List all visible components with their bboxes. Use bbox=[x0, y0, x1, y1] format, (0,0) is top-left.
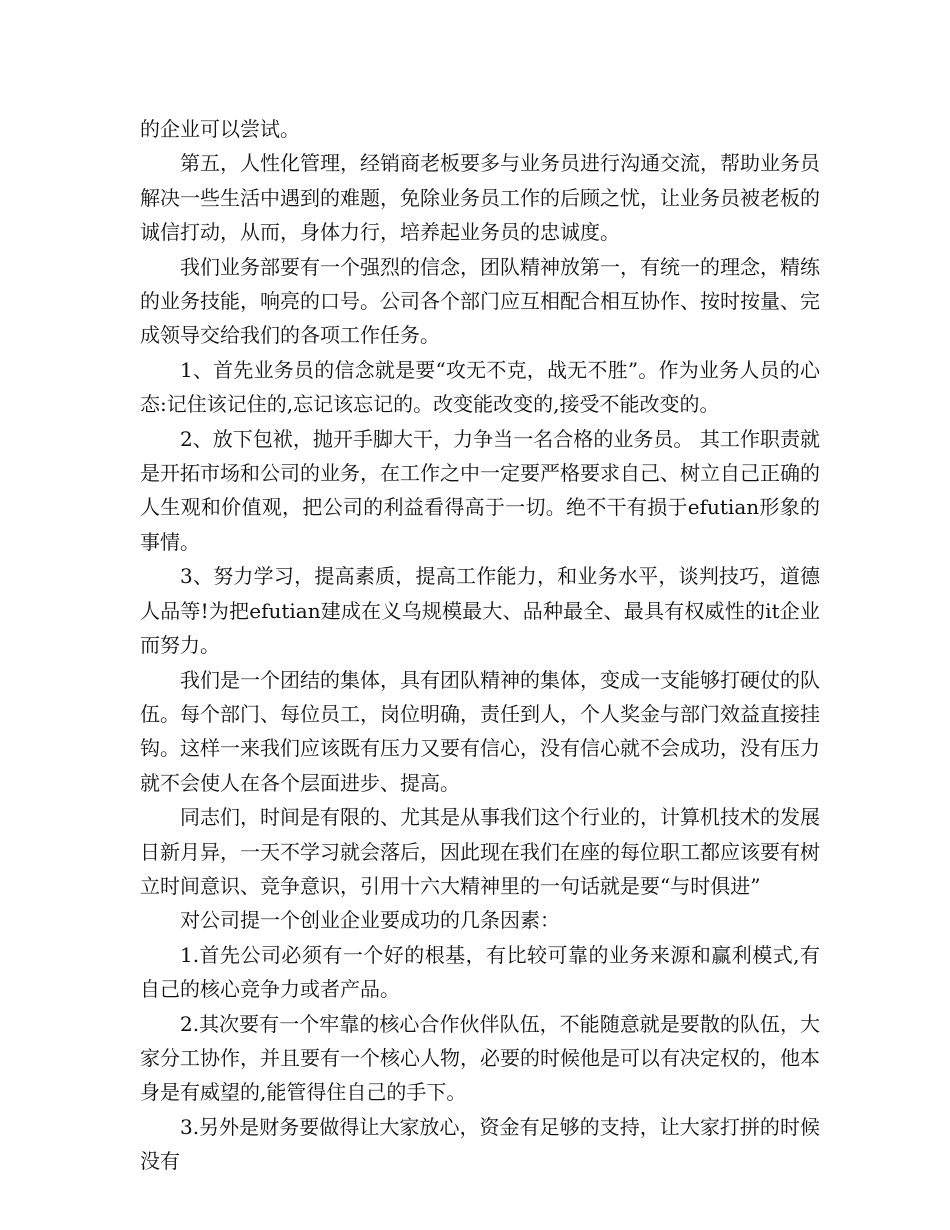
paragraph-factor-1: 1.首先公司必须有一个好的根基，有比较可靠的业务来源和赢利模式,有自己的核心竞争力或者产品。 bbox=[140, 942, 820, 1002]
paragraph-business-belief: 我们业务部要有一个强烈的信念，团队精神放第一，有统一的理念，精练的业务技能，响亮的口号。公司各个部门应互相配合相互协作、按时按量、完成领导交给我们的各项工作任务。 bbox=[140, 254, 820, 348]
paragraph-point-3: 3、努力学习，提高素质，提高工作能力，和业务水平，谈判技巧，道德人品等!为把efutian建成在义乌规模最大、品种最全、最具有权威性的it企业而努力。 bbox=[140, 564, 820, 658]
document-body bbox=[140, 112, 820, 1179]
paragraph-humanized-management: 第五，人性化管理，经销商老板要多与业务员进行沟通交流，帮助业务员解决一些生活中遇到的难题，免除业务员工作的后顾之忧，让业务员被老板的诚信打动，从而，身体力行，培养起业务员的忠诚度。 bbox=[140, 151, 820, 245]
paragraph-point-2: 2、放下包袱，抛开手脚大干，力争当一名合格的业务员。 其工作职责就是开拓市场和公司的业务，在工作之中一定要严格要求自己、树立自己正确的人生观和价值观，把公司的利益看得高于一切。绝不干有损于efutian形象的事情。 bbox=[140, 426, 820, 554]
paragraph-continuation: 的企业可以尝试。 bbox=[140, 117, 300, 141]
paragraph-factor-3: 3.另外是财务要做得让大家放心，资金有足够的支持，让大家打拼的时候没有 bbox=[140, 1114, 820, 1174]
paragraph-factor-2: 2.其次要有一个牢靠的核心合作伙伴队伍，不能随意就是要散的队伍，大家分工协作，并且要有一个核心人物，必要的时候他是可以有决定权的，他本身是有威望的,能管得住自己的手下。 bbox=[140, 1011, 820, 1105]
paragraph-team-unity: 我们是一个团结的集体，具有团队精神的集体，变成一支能够打硬仗的队伍。每个部门、每位员工，岗位明确，责任到人，个人奖金与部门效益直接挂钩。这样一来我们应该既有压力又要有信心，没有信心就不会成功，没有压力就不会使人在各个层面进步、提高。 bbox=[140, 667, 820, 795]
paragraph-success-factors-intro: 对公司提一个创业企业要成功的几条因素： bbox=[180, 908, 560, 933]
paragraph-time-limited: 同志们，时间是有限的、尤其是从事我们这个行业的，计算机技术的发展日新月异，一天不学习就会落后，因此现在我们在座的每位职工都应该要有树立时间意识、竞争意识，引用十六大精神里的一句话就是要“与时俱进” bbox=[140, 805, 820, 898]
paragraph-point-1: 1、首先业务员的信念就是要“攻无不克，战无不胜”。作为业务人员的心态:记住该记住的,忘记该忘记的。改变能改变的,接受不能改变的。 bbox=[140, 357, 820, 417]
